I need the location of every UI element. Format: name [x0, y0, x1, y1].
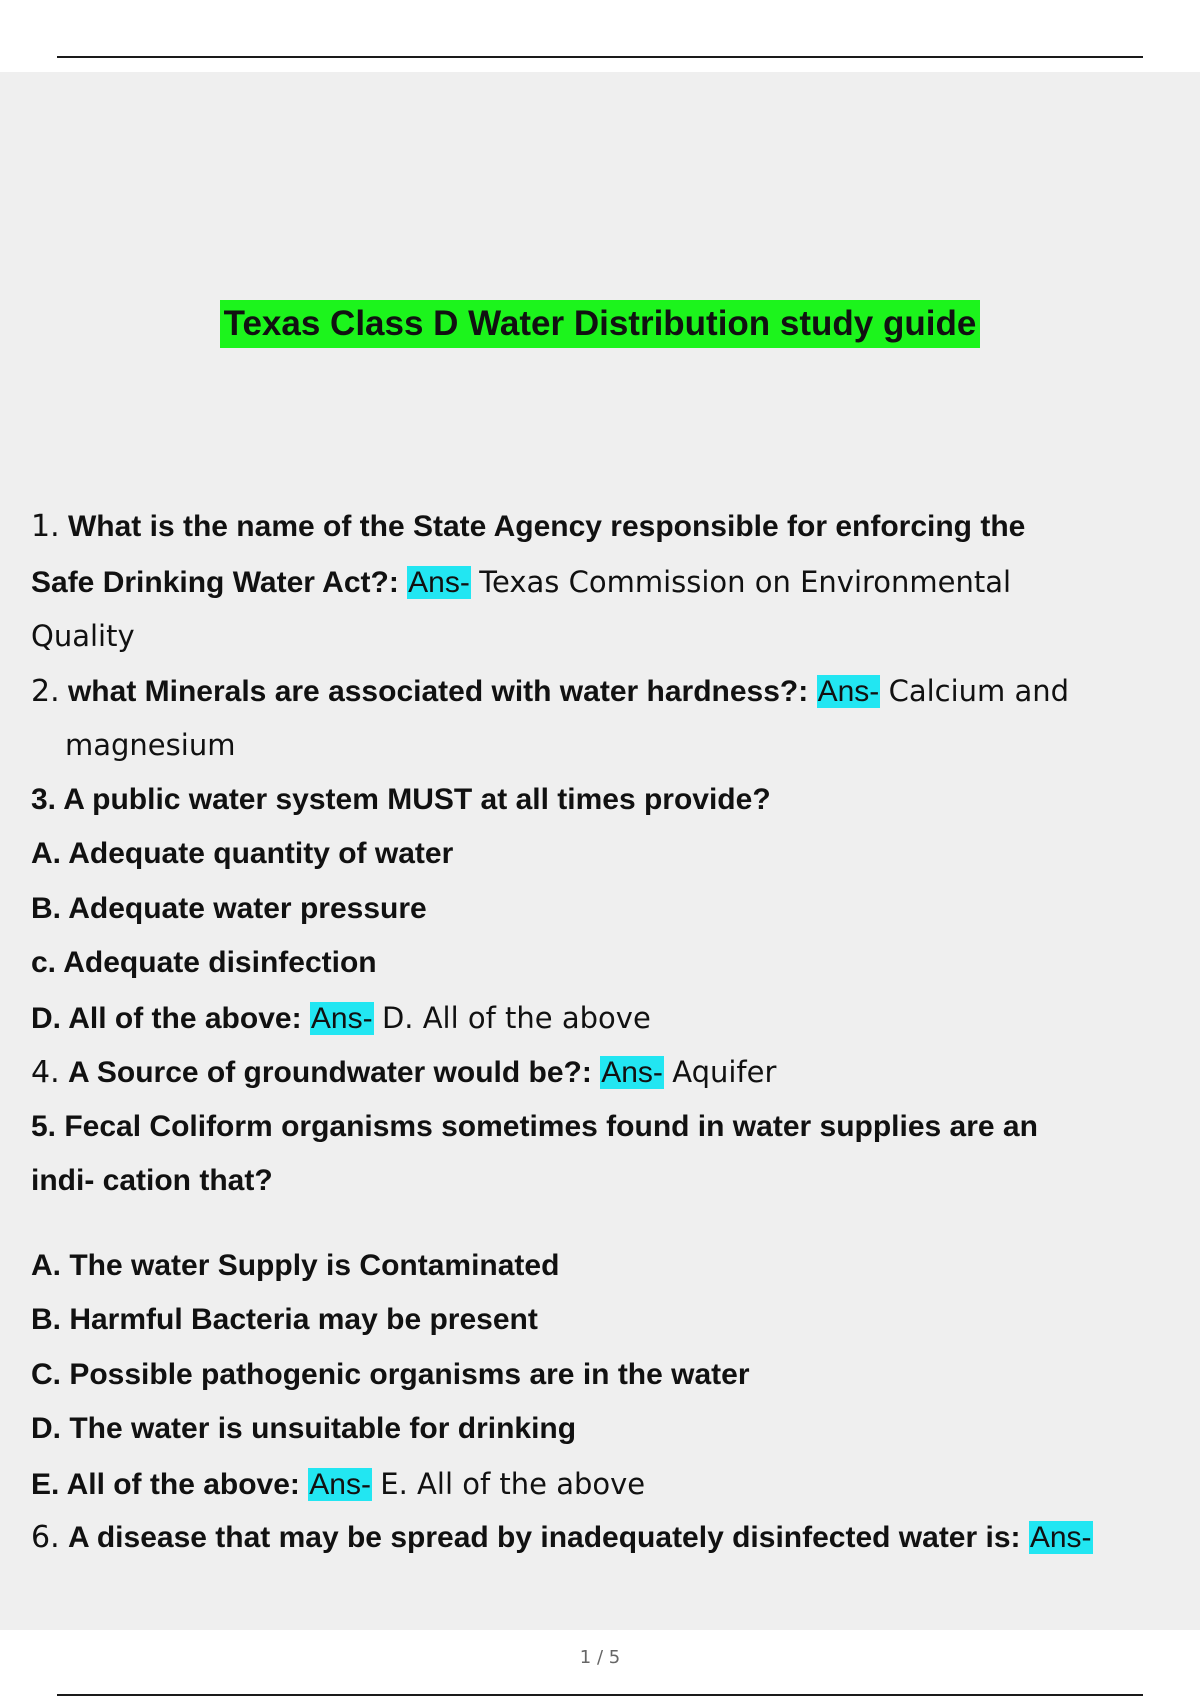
- option-line: [31, 991, 1171, 1046]
- answer-label: Ans-: [817, 674, 880, 708]
- question-text: What is the name of the State Agency responsible for enforcing the: [67, 510, 1026, 543]
- question-line: [31, 718, 1171, 773]
- answer-text: E. All of the above: [380, 1466, 646, 1501]
- document-title: Texas Class D Water Distribution study guide: [220, 300, 981, 348]
- answer-text: magnesium: [65, 728, 236, 762]
- question-text: 5. Fecal Coliform organisms sometimes found in water supplies are an: [31, 1109, 1038, 1143]
- option-text: E. All of the above:: [31, 1467, 300, 1501]
- option-line: [31, 827, 1171, 882]
- question-text: A disease that may be spread by inadequately disinfected water is:: [67, 1521, 1021, 1554]
- option-text: B. Harmful Bacteria may be present: [31, 1303, 538, 1336]
- question-line: [31, 1511, 1171, 1566]
- question-number: 2.: [31, 673, 60, 709]
- option-line: [31, 1293, 1171, 1348]
- answer-label: Ans-: [1029, 1521, 1092, 1554]
- answer-label: Ans-: [310, 1001, 373, 1035]
- option-text: B. Adequate water pressure: [31, 891, 427, 925]
- option-text: D. The water is unsuitable for drinking: [31, 1412, 577, 1445]
- option-text: A. Adequate quantity of water: [31, 837, 454, 870]
- question-line: [31, 1100, 1171, 1155]
- option-text: D. All of the above:: [31, 1001, 302, 1035]
- question-line: [31, 1045, 1171, 1100]
- question-line: [31, 555, 1171, 610]
- question-text: indi- cation that?: [31, 1164, 273, 1197]
- answer-text: Texas Commission on Environmental: [479, 564, 1012, 599]
- question-number: 4.: [31, 1055, 60, 1090]
- question-text: 3. A public water system MUST at all times provide?: [31, 782, 771, 816]
- option-line: [31, 1239, 1171, 1294]
- option-text: c. Adequate disinfection: [31, 946, 377, 979]
- question-text: A Source of groundwater would be?:: [67, 1056, 592, 1089]
- option-line: [31, 1402, 1171, 1457]
- bottom-rule: [57, 1694, 1143, 1696]
- answer-label: Ans-: [309, 1467, 371, 1501]
- answer-text: Aquifer: [672, 1055, 777, 1089]
- question-text: what Minerals are associated with water hardness?:: [67, 674, 809, 708]
- option-line: [31, 882, 1171, 937]
- question-line: [31, 773, 1171, 828]
- question-line: [31, 664, 1171, 719]
- option-line: [31, 936, 1171, 991]
- question-text: Safe Drinking Water Act?:: [31, 565, 399, 599]
- answer-text: Quality: [31, 619, 135, 653]
- option-text: C. Possible pathogenic organisms are in the water: [31, 1357, 750, 1391]
- answer-label: Ans-: [601, 1056, 663, 1089]
- answer-label: Ans-: [408, 565, 470, 599]
- page-indicator: 1 / 5: [579, 1647, 621, 1668]
- question-number: 6.: [31, 1520, 60, 1555]
- question-line: [31, 500, 1171, 555]
- spacer: [31, 1209, 1171, 1239]
- option-text: A. The water Supply is Contaminated: [31, 1248, 560, 1282]
- option-line: [31, 1348, 1171, 1403]
- question-list: [31, 500, 1171, 1566]
- question-line: [31, 1154, 1171, 1209]
- top-rule: [57, 56, 1143, 58]
- question-number: 1.: [31, 509, 60, 544]
- document-page: [0, 72, 1200, 1668]
- answer-text: Calcium and: [888, 673, 1070, 708]
- answer-text: D. All of the above: [381, 1000, 651, 1035]
- question-line: [31, 609, 1171, 664]
- option-line: [31, 1457, 1171, 1512]
- title-container: [0, 300, 1200, 348]
